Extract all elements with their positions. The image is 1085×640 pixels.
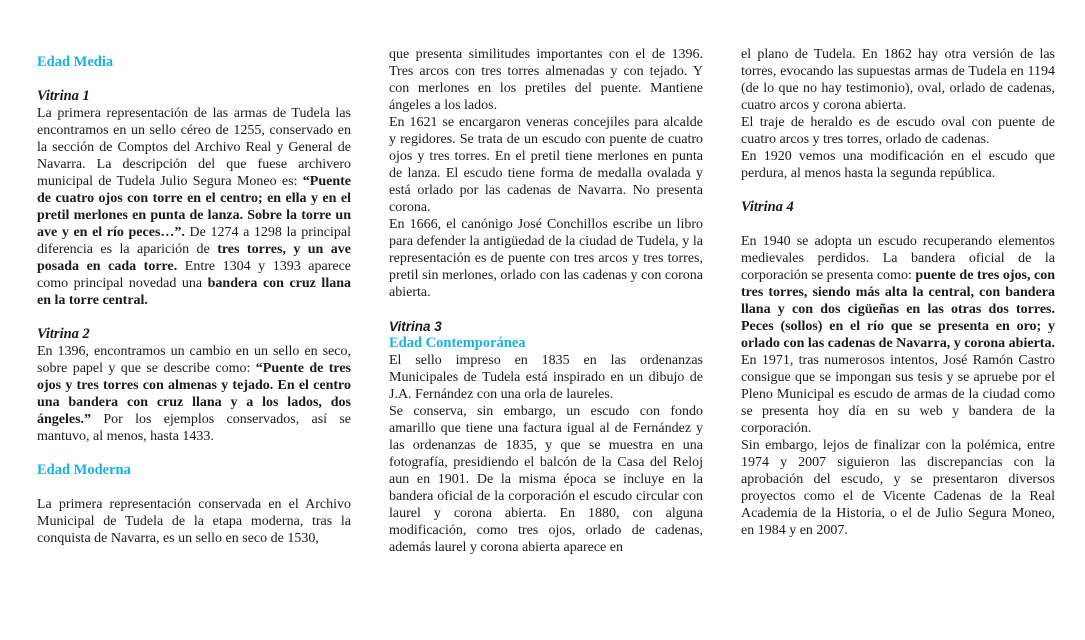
text-run: La primera representación conservada en el Archivo Municipal de Tudela de la etapa moderna, tras la conquista de Navarra, es un sello en seco de 1530, xyxy=(37,497,351,546)
blank-line xyxy=(741,182,1055,199)
text-run: Por los ejemplos conservados, así se mantuvo, al menos, hasta 1433. xyxy=(37,412,351,444)
paragraph xyxy=(389,114,703,216)
blank-line xyxy=(741,216,1055,233)
bold-text-run: “Puente de cuatro ojos con torre en el centro; en ella y en el pretil merlones en punta de lanza. Sobre la torre un ave y en el río peces…”. xyxy=(37,174,351,240)
paragraph xyxy=(37,105,351,309)
text-run: que presenta similitudes importantes con el de 1396. Tres arcos con tres torres almenadas y con tejado. Y con merlones en los pretiles del puente. Mantiene ángeles a los lados. xyxy=(389,47,703,113)
blank-line xyxy=(389,301,703,318)
paragraph xyxy=(741,233,1055,352)
text-run: Entre 1304 y 1393 aparece como principal novedad una xyxy=(37,259,351,291)
paragraph xyxy=(37,343,351,445)
paragraph xyxy=(37,496,351,547)
bold-text-run: bandera con cruz llana en la torre central. xyxy=(37,276,351,308)
three-column-layout xyxy=(37,46,1055,556)
text-run: El sello impreso en 1835 en las ordenanzas Municipales de Tudela está inspirado en un dibujo de J.A. Fernández con una orla de laureles. xyxy=(389,353,703,402)
text-run: En 1621 se encargaron veneras concejiles para alcalde y regidores. Se trata de un escudo con puente de cuatro ojos y tres torres. En el pretil tiene merlones en punta de lanza. El escudo tiene forma de medalla ovalada y está orlado por las cadenas de Navarra. No presenta corona. xyxy=(389,115,703,215)
column-2 xyxy=(389,46,703,556)
blank-line xyxy=(37,445,351,462)
paragraph xyxy=(741,437,1055,539)
vitrina-title: Vitrina 3 xyxy=(389,319,442,334)
paragraph xyxy=(741,352,1055,437)
text-run: Se conserva, sin embargo, un escudo con fondo amarillo que tiene una factura igual al de Fernández y las ordenanzas de 1835, y que se muestra en una fotografía, presidiendo el balcón de la Casa del Reloj aun en 1901. De la misma época se incluye en la bandera oficial de la corporación el escudo circular con laurel y corona abierta. En 1880, con alguna modificación, como tres ojos, orlado de cadenas, además laurel y corona abierta aparece en xyxy=(389,404,703,555)
paragraph xyxy=(741,114,1055,148)
paragraph xyxy=(389,46,703,114)
vitrina-title: Vitrina 1 xyxy=(37,88,90,104)
paragraph xyxy=(741,46,1055,114)
text-run: Sin embargo, lejos de finalizar con la polémica, entre 1974 y 2007 siguieron las discrepancias con la aprobación del escudo, y se presentaron diversos proyectos como el de Vicente Cadenas de la Real Academia de la Historia, o el de Julio Segura Moneo, en 1984 y en 2007. xyxy=(741,438,1055,538)
blank-line xyxy=(37,71,351,88)
column-1 xyxy=(37,46,351,556)
section-heading: Edad Media xyxy=(37,54,114,70)
text-run: el plano de Tudela. En 1862 hay otra versión de las torres, evocando las supuestas armas de Tudela en 1194 (de lo que no hay testimonio), oval, orlado de cadenas, cuatro arcos y corona abierta. xyxy=(741,47,1055,113)
bold-text-run: “Puente de tres ojos y tres torres con almenas y tejado. En el centro una bandera con cruz llana y a los lados, dos ángeles.” xyxy=(37,361,352,427)
column-3 xyxy=(741,46,1055,556)
paragraph xyxy=(389,403,703,556)
vitrina-title: Vitrina 4 xyxy=(741,199,794,215)
text-run: En 1920 vemos una modificación en el escudo que perdura, al menos hasta la segunda república. xyxy=(741,149,1055,181)
vitrina-title: Vitrina 2 xyxy=(37,326,90,342)
text-run: El traje de heraldo es de escudo oval con puente de cuatro arcos y tres torres, orlado de cadenas. xyxy=(741,115,1055,147)
bold-text-run: tres torres, y un ave posada en cada torre. xyxy=(37,242,351,274)
bold-text-run: puente de tres ojos, con tres torres, siendo más alta la central, con bandera llana y con dos cigüeñas en las otras dos torres. Peces (sollos) en el río que se presenta en oro; y orlado con las cadenas de Navarra, y corona abierta. xyxy=(741,268,1055,351)
text-run: En 1940 se adopta un escudo recuperando elementos medievales perdidos. La bandera oficial de la corporación se presenta como: xyxy=(741,234,1055,283)
paragraph xyxy=(389,352,703,403)
blank-line xyxy=(37,479,351,496)
section-heading: Edad Moderna xyxy=(37,462,131,478)
text-run: En 1971, tras numerosos intentos, José Ramón Castro consigue que se impongan sus tesis y se apruebe por el Pleno Municipal es escudo de armas de la ciudad como se presenta hoy día en su web y bandera de la corporación. xyxy=(741,353,1055,436)
section-heading: Edad Contemporánea xyxy=(389,335,526,351)
text-run: La primera representación de las armas de Tudela las encontramos en un sello céreo de 1255, conservado en la sección de Comptos del Archivo Real y General de Navarra. La descripción del que fuese archivero municipal de Tudela Julio Segura Moneo es: xyxy=(37,106,351,189)
blank-line xyxy=(37,309,351,326)
text-run: En 1666, el canónigo José Conchillos escribe un libro para defender la antigüedad de la ciudad de Tudela, y la representación es de puente con tres arcos y tres torres, pretil sin merlones, orlado con las cadenas y con corona abierta. xyxy=(389,217,703,300)
text-run: En 1396, encontramos un cambio en un sello en seco, sobre papel y que se describe como: xyxy=(37,344,351,376)
text-run: De 1274 a 1298 la principal diferencia es la aparición de xyxy=(37,225,351,257)
paragraph xyxy=(741,148,1055,182)
paragraph xyxy=(389,216,703,301)
